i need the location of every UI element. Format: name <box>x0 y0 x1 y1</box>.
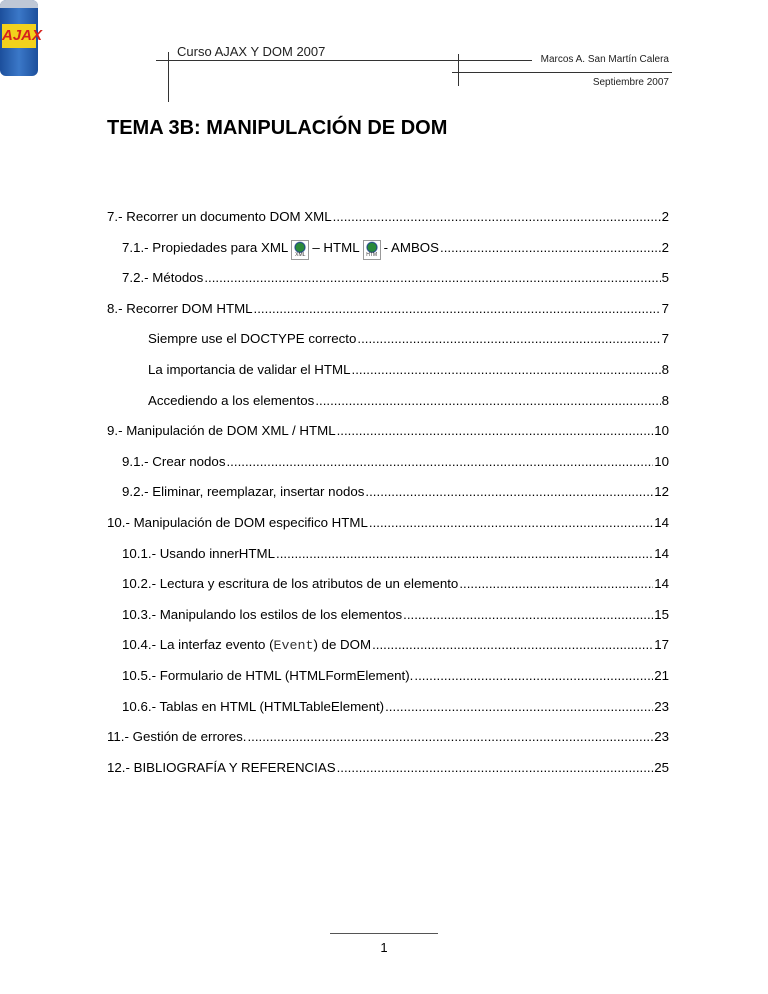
toc-entry[interactable] <box>0 729 669 744</box>
footer-rule <box>330 933 438 934</box>
dot-leader <box>276 546 653 561</box>
toc-entry[interactable] <box>0 576 669 591</box>
dot-leader <box>315 393 660 408</box>
toc-entry[interactable] <box>0 301 669 316</box>
toc-page-number: 2 <box>661 209 669 224</box>
toc-page-number: 14 <box>654 545 669 561</box>
toc-entry-text: 9.1.- Crear nodos <box>122 453 226 469</box>
toc-entry-text: 9.- Manipulación de DOM XML / HTML <box>107 423 336 439</box>
dot-leader <box>204 270 660 285</box>
dot-leader <box>459 576 653 591</box>
toc-page-number: 25 <box>654 759 669 775</box>
dot-leader <box>333 209 661 224</box>
toc-page-number: 10 <box>654 423 669 439</box>
date: Septiembre 2007 <box>592 77 669 88</box>
dot-leader <box>226 454 653 469</box>
toc-entry[interactable] <box>0 760 669 775</box>
toc-entry-text: 12.- BIBLIOGRAFÍA Y REFERENCIAS <box>107 759 336 775</box>
toc-entry[interactable] <box>0 270 669 285</box>
toc-entry[interactable] <box>0 546 669 561</box>
toc-page-number: 7 <box>661 300 669 316</box>
toc-entry[interactable] <box>0 484 669 499</box>
toc-entry[interactable] <box>0 423 669 438</box>
toc-entry[interactable] <box>0 331 669 346</box>
toc-entry-text: 7.1.- Propiedades para XML XML – HTML HTM - AMBOS <box>122 239 440 258</box>
dot-leader <box>352 362 661 377</box>
toc-entry-text: Accediendo a los elementos <box>148 392 315 408</box>
toc-page-number: 21 <box>654 668 669 683</box>
code-text: Event <box>273 638 314 654</box>
xml-icon: XML <box>291 240 309 260</box>
toc-entry[interactable] <box>0 362 669 377</box>
toc-page-number: 8 <box>661 362 669 377</box>
toc-page-number: 12 <box>654 484 669 500</box>
toc-entry[interactable] <box>0 607 669 622</box>
toc-entry-text: 10.1.- Usando innerHTML <box>122 545 275 561</box>
toc-entry-text: 11.- Gestión de errores. <box>107 729 247 745</box>
dot-leader <box>337 760 654 775</box>
dot-leader <box>372 637 653 652</box>
toc-entry-text: 10.3.- Manipulando los estilos de los elementos <box>122 606 403 622</box>
dot-leader <box>357 331 660 346</box>
toc-entry-text: 10.6.- Tablas en HTML (HTMLTableElement) <box>122 698 385 714</box>
toc-entry-text: 10.5.- Formulario de HTML (HTMLFormElement). <box>122 668 414 683</box>
toc-page-number: 14 <box>654 576 669 592</box>
dot-leader <box>337 423 654 438</box>
toc-entry[interactable] <box>0 209 669 224</box>
toc-entry[interactable] <box>0 699 669 714</box>
author: Marcos A. San Martín Calera <box>540 54 669 65</box>
dot-leader <box>369 515 653 530</box>
toc-page-number: 15 <box>654 606 669 622</box>
toc-entry-text: 7.- Recorrer un documento DOM XML <box>107 209 332 224</box>
toc-entry-text: 10.4.- La interfaz evento (Event) de DOM <box>122 637 372 654</box>
toc-entry-text: 7.2.- Métodos <box>122 270 204 286</box>
page-number: 1 <box>380 940 388 955</box>
dot-leader <box>414 668 653 683</box>
header-rule-right <box>452 72 672 73</box>
header-rule-right-vertical <box>458 54 459 86</box>
toc-page-number: 10 <box>654 453 669 469</box>
dot-leader <box>254 301 661 316</box>
toc-page-number: 23 <box>654 698 669 714</box>
toc-page-number: 5 <box>661 270 669 286</box>
dot-leader <box>385 699 653 714</box>
dot-leader <box>365 484 653 499</box>
toc-entry-text: La importancia de validar el HTML <box>148 362 351 377</box>
course-title: Curso AJAX Y DOM 2007 <box>177 44 326 59</box>
toc-entry-text: 10.2.- Lectura y escritura de los atributos de un elemento <box>122 576 459 592</box>
toc-entry[interactable] <box>0 393 669 408</box>
toc-page-number: 7 <box>661 331 669 347</box>
toc-entry[interactable] <box>0 240 669 260</box>
toc-page-number: 17 <box>654 637 669 653</box>
dot-leader <box>440 240 661 255</box>
toc-entry[interactable] <box>0 454 669 469</box>
toc-entry-text: 10.- Manipulación de DOM especifico HTML <box>107 515 368 530</box>
toc-entry[interactable] <box>0 668 669 683</box>
toc-entry-text: Siempre use el DOCTYPE correcto <box>148 331 357 347</box>
dot-leader <box>247 729 653 744</box>
toc-page-number: 8 <box>661 392 669 408</box>
toc-page-number: 23 <box>654 729 669 745</box>
toc-entry[interactable] <box>0 515 669 530</box>
ajax-logo: AJAX <box>0 0 38 76</box>
header-rule-vertical <box>168 52 169 102</box>
toc-entry[interactable] <box>0 637 669 653</box>
toc-page-number: 14 <box>654 515 669 530</box>
page-title: TEMA 3B: MANIPULACIÓN DE DOM <box>107 117 448 139</box>
html-icon: HTM <box>363 240 381 260</box>
dot-leader <box>403 607 653 622</box>
toc-page-number: 2 <box>661 239 669 255</box>
toc-entry-text: 9.2.- Eliminar, reemplazar, insertar nodos <box>122 484 365 500</box>
toc-entry-text: 8.- Recorrer DOM HTML <box>107 300 253 316</box>
